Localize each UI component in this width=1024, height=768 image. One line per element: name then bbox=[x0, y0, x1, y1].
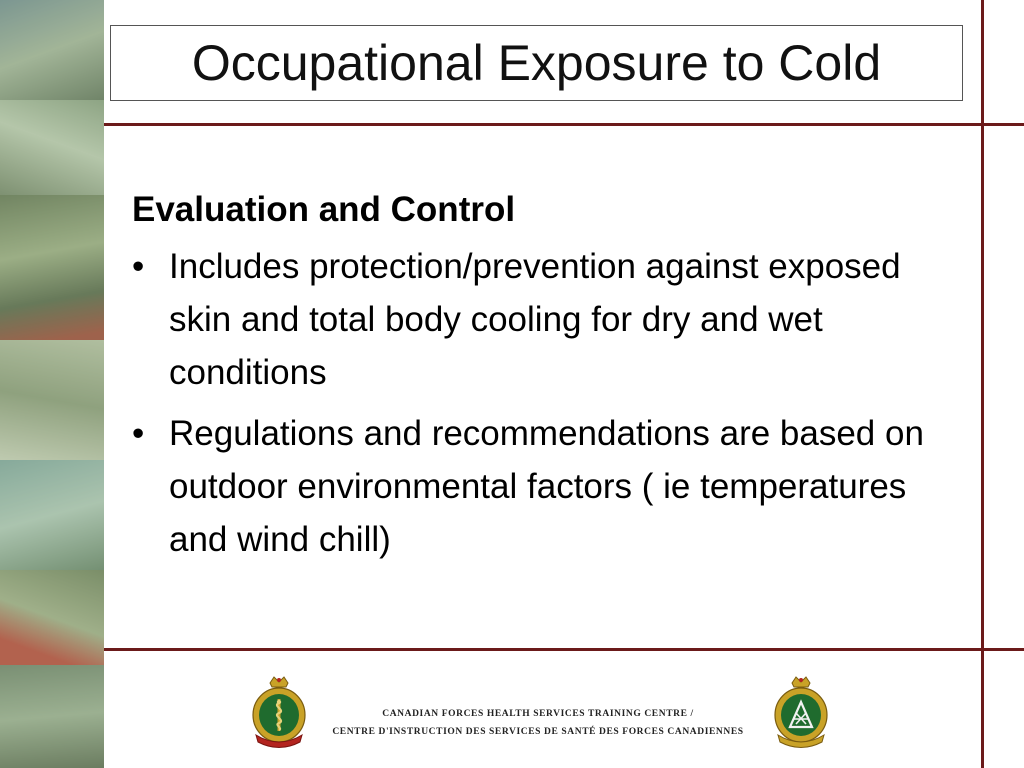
slide-title: Occupational Exposure to Cold bbox=[191, 35, 882, 91]
bullet-list bbox=[132, 240, 972, 566]
footer-line-english: CANADIAN FORCES HEALTH SERVICES TRAINING CENTRE / bbox=[382, 709, 694, 719]
photo-veil bbox=[0, 0, 104, 768]
bullet-item bbox=[132, 407, 972, 566]
title-box bbox=[110, 25, 963, 101]
section-heading: Evaluation and Control bbox=[132, 190, 516, 229]
header-divider bbox=[104, 123, 1024, 126]
footer-divider bbox=[104, 648, 1024, 651]
bullet-item bbox=[132, 240, 972, 399]
slide-body bbox=[132, 190, 972, 574]
right-divider bbox=[981, 0, 984, 768]
bullet-marker: • bbox=[132, 247, 145, 286]
bullet-text: Includes protection/prevention against exposed skin and total body cooling for dry and wet conditions bbox=[169, 247, 901, 392]
training-crest-icon bbox=[770, 675, 832, 751]
photo-collage-strip bbox=[0, 0, 104, 768]
bullet-marker: • bbox=[132, 414, 145, 453]
medical-crest-icon bbox=[248, 675, 310, 751]
footer-line-french: CENTRE D'INSTRUCTION DES SERVICES DE SANTÉ DES FORCES CANADIENNES bbox=[332, 727, 744, 737]
bullet-text: Regulations and recommendations are based on outdoor environmental factors ( ie temperatures and wind chill) bbox=[169, 414, 924, 559]
footer-institution-text bbox=[318, 705, 758, 741]
